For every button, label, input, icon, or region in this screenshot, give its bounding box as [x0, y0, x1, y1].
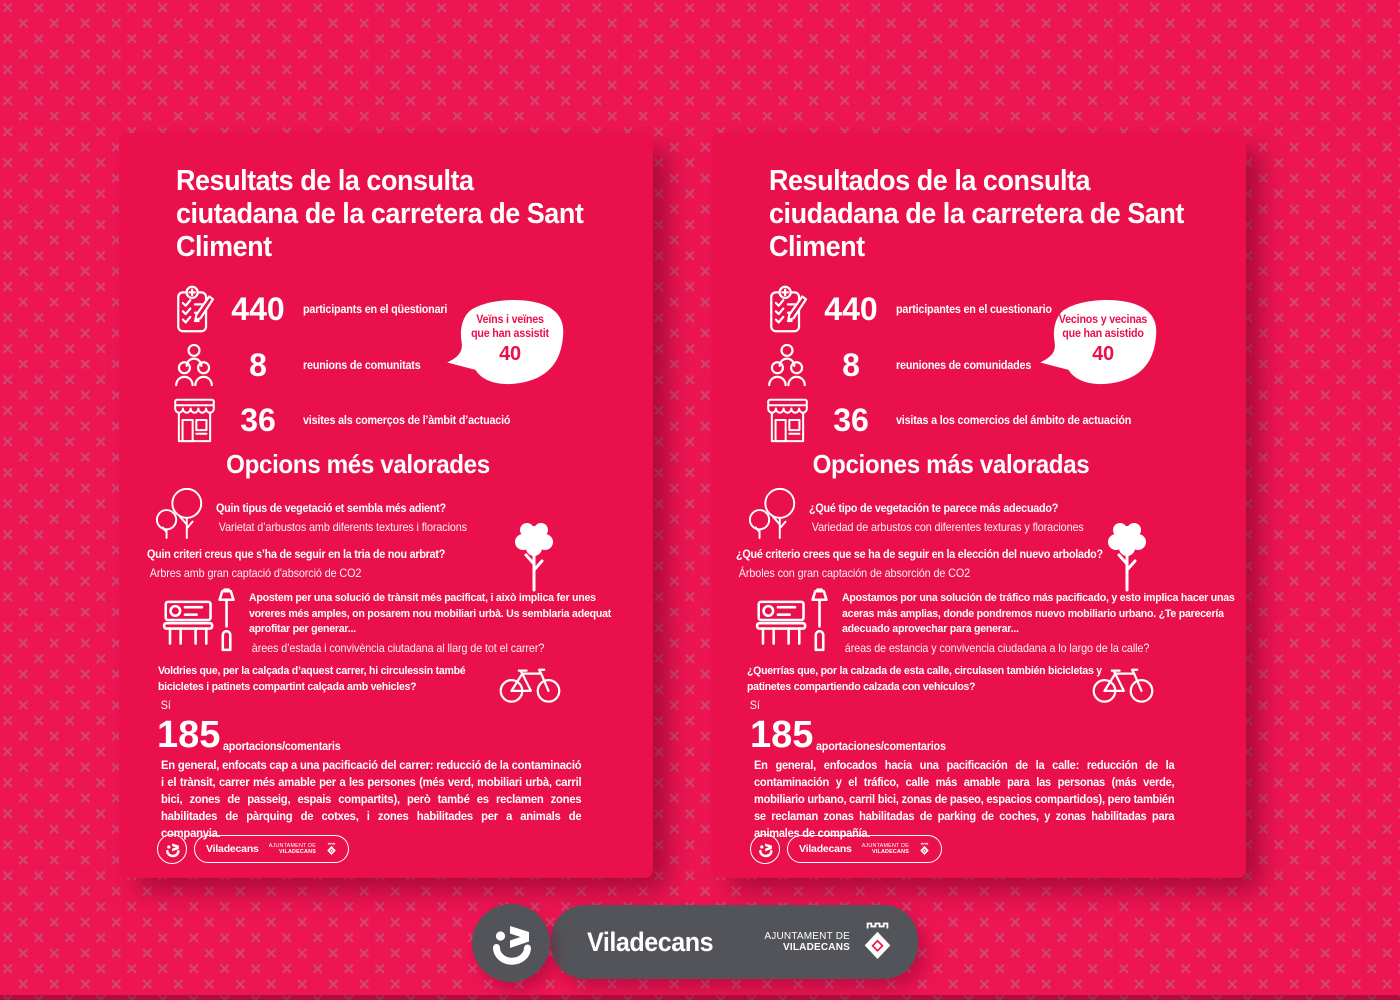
question-text: ¿Qué tipo de vegetación te parece más adecuado?: [809, 502, 1059, 515]
question-text: ¿Querrías que, por la calzada de esta calle, circulasen también bicicletas y patinetes compartiendo calzada con vehículos?: [747, 665, 1102, 693]
authority-line1: AJUNTAMENT DE: [268, 843, 317, 849]
bottom-edge-strip: [0, 995, 1400, 1000]
trees-icon: [155, 483, 207, 541]
viladecans-crest-icon: [861, 919, 894, 966]
footer-brand-bar: [551, 905, 918, 979]
question-tree-criteria: [147, 547, 619, 581]
questionnaire-icon: [165, 283, 223, 335]
question-text: Quin tipus de vegetació et sembla més adient?: [216, 502, 446, 515]
bubble-value: 40: [499, 343, 521, 365]
community-people-icon: [165, 339, 223, 391]
page-title: [176, 165, 626, 264]
footer-authority-label: [764, 931, 850, 954]
question-tree-criteria: [736, 547, 1214, 581]
speech-bubble-text: [1050, 314, 1156, 365]
bubble-value: 40: [1092, 343, 1114, 365]
brand-name: Viladecans: [206, 843, 259, 855]
speech-bubble-text: [457, 314, 563, 365]
brand-pill: [194, 835, 349, 863]
stat-shop-visits: [119, 394, 653, 446]
question-bicycles: [747, 664, 1132, 713]
footer-authority-line1: AJUNTAMENT DE: [764, 930, 850, 942]
winking-smiley-icon: [157, 834, 187, 864]
winking-smiley-icon: [487, 919, 535, 967]
footer-smiley-badge: [472, 904, 550, 982]
bubble-line2: que han asistido: [1062, 327, 1144, 340]
brand-name: Viladecans: [799, 843, 852, 855]
question-text: Apostem per una solució de trànsit més pacificat, i això implica fer unes voreres més amples, on posarem nou mobiliari urbà. Us semblaria adequat aprofitar per generar...: [249, 592, 612, 635]
authority-label: [269, 843, 316, 855]
bubble-line1: Vecinos y vecinas: [1058, 314, 1148, 326]
stat-value: 36: [833, 402, 869, 438]
answer-text: Sí: [160, 699, 171, 712]
questionnaire-icon: [758, 283, 816, 335]
authority-line2: VILADECANS: [871, 849, 910, 855]
comments-label-text: aportaciones/comentarios: [816, 740, 946, 753]
comments-label: [223, 740, 349, 753]
comments-label-text: aportacions/comentaris: [223, 740, 341, 753]
answer-text: Sí: [749, 699, 760, 712]
comments-label: [816, 740, 956, 753]
attendees-speech-bubble: [441, 297, 565, 393]
footer-brand-name: [587, 927, 723, 958]
bench-streetlamp-icon: [750, 588, 840, 652]
page-title-text: Resultats de la consulta ciutadana de la carretera de Sant Climent: [176, 165, 584, 263]
stat-value: 36: [240, 402, 276, 438]
stat-label: visitas a los comercios del ámbito de actuación: [896, 413, 1132, 427]
shop-icon: [165, 394, 223, 446]
comments-count: 185: [157, 714, 221, 756]
poster-card-spanish: [712, 133, 1246, 878]
section-title-text: Opciones más valoradas: [812, 449, 1090, 479]
stat-questionnaire: [119, 283, 653, 335]
summary-paragraph: [754, 757, 1206, 842]
summary-paragraph: [161, 757, 613, 842]
card-brand-logo: [750, 834, 942, 864]
viladecans-crest-icon: [919, 842, 930, 857]
stat-label: reuniones de comunidades: [896, 358, 1032, 372]
answer-text: Arbres amb gran captació d'absorció de CO2: [149, 566, 362, 580]
page-title-text: Resultados de la consulta ciudadana de la carretera de Sant Climent: [769, 165, 1184, 263]
footer-brand-name-text: Viladecans: [587, 926, 714, 957]
answer-text: àrees d’estada i convivència ciutadana al llarg de tot el carrer?: [251, 641, 545, 655]
page-title: [769, 165, 1219, 264]
authority-label: [862, 843, 909, 855]
stat-value: 440: [231, 291, 285, 327]
authority-line2: VILADECANS: [278, 849, 317, 855]
question-traffic-calming: [249, 591, 649, 656]
viladecans-crest-icon: [326, 842, 337, 857]
question-vegetation: [216, 501, 561, 535]
poster-card-catalan: [119, 133, 653, 878]
answer-text: áreas de estancia y convivencia ciudadana a lo largo de la calle?: [844, 641, 1150, 655]
authority-line1: AJUNTAMENT DE: [861, 843, 910, 849]
stat-label: participants en el qüestionari: [303, 302, 448, 316]
stat-value: 440: [824, 291, 878, 327]
question-vegetation: [809, 501, 1154, 535]
bench-streetlamp-icon: [157, 588, 247, 652]
footer-authority-group: [764, 919, 894, 966]
trees-icon: [748, 483, 800, 541]
shop-icon: [758, 394, 816, 446]
winking-smiley-icon: [750, 834, 780, 864]
bubble-line2: que han assistit: [471, 327, 549, 340]
summary-text: En general, enfocados hacia una pacificación de la calle: reducción de la contaminación y el tráfico, calle más amable para las personas (más verde, mobiliario urbano, carril bici, zonas de paseo, espacios compartidos), pero también se reclaman zonas habilitadas de parking de coches, y zonas habilitadas para animales de compañía.: [754, 758, 1175, 840]
stat-label: participantes en el cuestionario: [896, 302, 1052, 316]
stat-questionnaire: [712, 283, 1246, 335]
summary-text: En general, enfocats cap a una pacificació del carrer: reducció de la contaminació i el trànsit, carrer més amable per a les persones (més verd, mobiliari urbà, carril bici, zones de passeig, espais compartits), però també es reclamen zones habilitades de pàrquing de cotxes, i zones habilitades per a animals de companyia.: [161, 758, 582, 840]
question-text: Quin criteri creus que s’ha de seguir en la tria de nou arbrat?: [147, 548, 446, 561]
section-title: [119, 449, 597, 480]
card-brand-logo: [157, 834, 349, 864]
brand-pill: [787, 835, 942, 863]
question-traffic-calming: [842, 591, 1272, 656]
stat-value: 8: [249, 347, 267, 383]
question-text: ¿Qué criterio crees que se ha de seguir en la elección del nuevo arbolado?: [736, 548, 1103, 561]
question-text: Apostamos por una solución de tráfico más pacificado, y esto implica hacer unas aceras más amplias, donde pondremos nuevo mobiliario urbano. ¿Te parecería adecuado aprovechar para generar...: [842, 592, 1235, 635]
question-bicycles: [158, 664, 536, 713]
stat-meetings: [119, 339, 653, 391]
stat-label: visites als comerços de l’àmbit d’actuació: [303, 413, 511, 427]
section-title: [712, 449, 1190, 480]
answer-text: Árboles con gran captación de absorción de CO2: [738, 566, 971, 580]
community-people-icon: [758, 339, 816, 391]
section-title-text: Opcions més valorades: [226, 449, 490, 479]
comments-count: 185: [750, 714, 814, 756]
stat-shop-visits: [712, 394, 1246, 446]
stat-label: reunions de comunitats: [303, 358, 421, 372]
stat-value: 8: [842, 347, 860, 383]
attendees-speech-bubble: [1034, 297, 1158, 393]
footer-authority-line2: VILADECANS: [782, 942, 850, 953]
question-text: Voldries que, per la calçada d’aquest carrer, hi circulessin també bicicletes i patinets compartint calçada amb vehicles?: [158, 665, 466, 693]
answer-text: Variedad de arbustos con diferentes texturas y floraciones: [811, 520, 1084, 534]
answer-text: Varietat d’arbustos amb diferents textures i floracions: [218, 520, 467, 534]
stat-meetings: [712, 339, 1246, 391]
bubble-line1: Veïns i veïnes: [476, 314, 544, 326]
